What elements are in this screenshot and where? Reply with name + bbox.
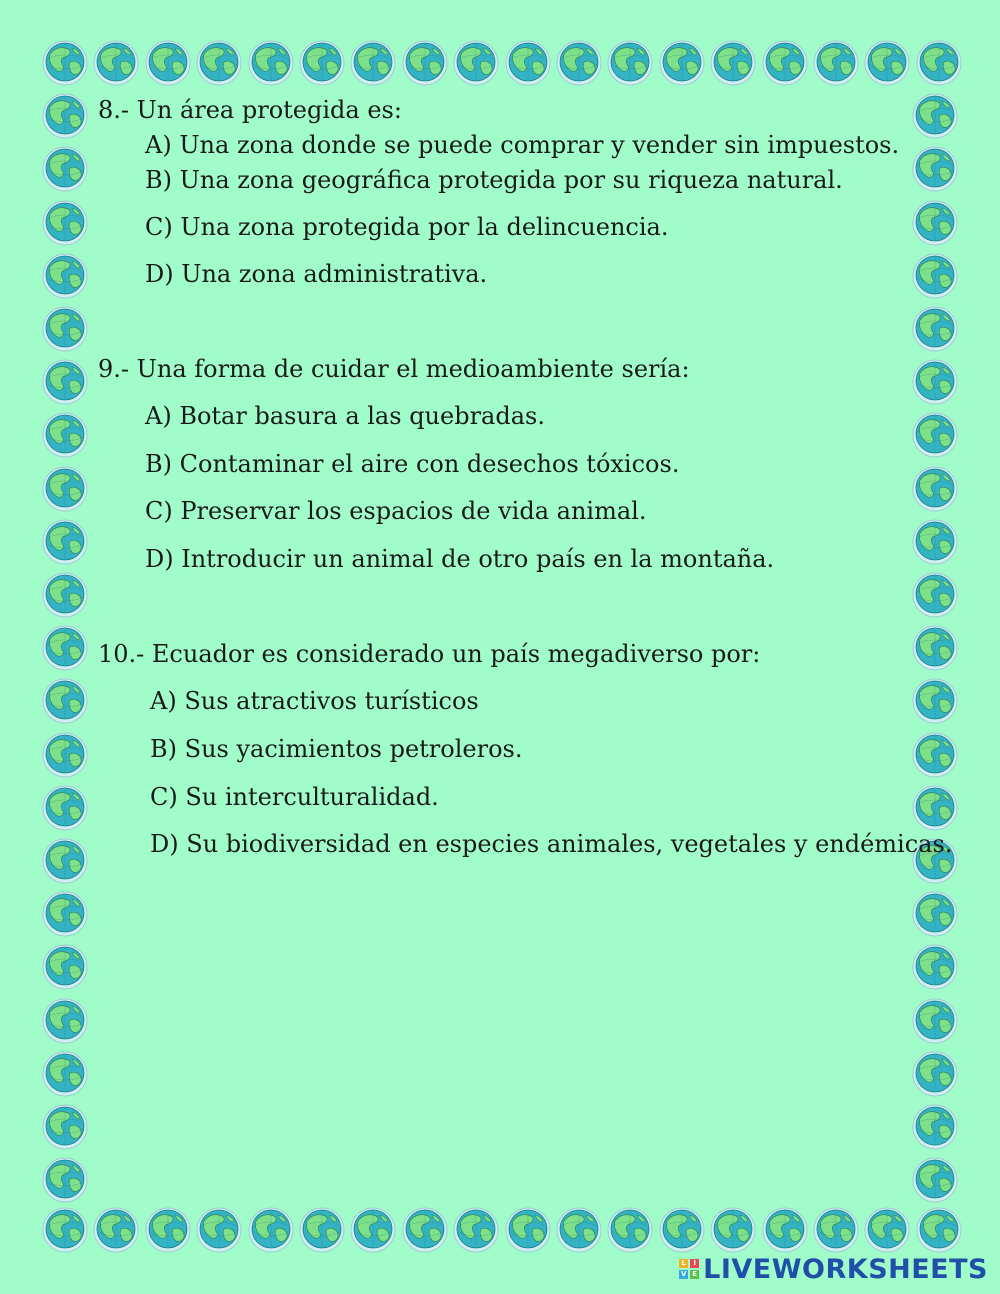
- earth-globe-icon: [42, 93, 88, 139]
- earth-globe-icon: [813, 40, 859, 86]
- earth-globe-icon: [659, 40, 705, 86]
- earth-globe-icon: [42, 40, 88, 86]
- earth-globe-icon: [813, 1207, 859, 1253]
- earth-globe-icon: [350, 1207, 396, 1253]
- earth-globe-icon: [350, 40, 396, 86]
- earth-globe-icon: [42, 1157, 88, 1203]
- earth-globe-icon: [762, 1207, 808, 1253]
- earth-globe-icon: [659, 1207, 705, 1253]
- earth-globe-icon: [42, 359, 88, 405]
- earth-globe-icon: [912, 732, 958, 778]
- question-9-option-d[interactable]: D) Introducir un animal de otro país en la montaña.: [145, 545, 775, 573]
- earth-globe-icon: [912, 412, 958, 458]
- logo-blocks-icon: [679, 1259, 699, 1279]
- earth-globe-icon: [762, 40, 808, 86]
- earth-globe-icon: [912, 253, 958, 299]
- earth-globe-icon: [93, 1207, 139, 1253]
- earth-globe-icon: [912, 200, 958, 246]
- earth-globe-icon: [42, 838, 88, 884]
- earth-globe-icon: [864, 40, 910, 86]
- earth-globe-icon: [145, 40, 191, 86]
- earth-globe-icon: [42, 253, 88, 299]
- earth-globe-icon: [916, 1207, 962, 1253]
- earth-globe-icon: [145, 1207, 191, 1253]
- earth-globe-icon: [912, 998, 958, 1044]
- question-8-option-a[interactable]: A) Una zona donde se puede comprar y vender sin impuestos.: [145, 131, 900, 159]
- question-9-option-c[interactable]: C) Preservar los espacios de vida animal.: [145, 497, 647, 525]
- earth-globe-icon: [912, 146, 958, 192]
- earth-globe-icon: [42, 1207, 88, 1253]
- earth-globe-icon: [42, 1051, 88, 1097]
- earth-globe-icon: [196, 1207, 242, 1253]
- earth-globe-icon: [453, 40, 499, 86]
- earth-globe-icon: [42, 785, 88, 831]
- earth-globe-icon: [556, 40, 602, 86]
- earth-globe-icon: [402, 1207, 448, 1253]
- earth-globe-icon: [607, 40, 653, 86]
- earth-globe-icon: [42, 572, 88, 618]
- earth-globe-icon: [912, 625, 958, 671]
- earth-globe-icon: [42, 625, 88, 671]
- earth-globe-icon: [42, 944, 88, 990]
- earth-globe-icon: [42, 306, 88, 352]
- earth-globe-icon: [912, 1051, 958, 1097]
- logo-block-i: I: [690, 1259, 699, 1268]
- earth-globe-icon: [248, 1207, 294, 1253]
- logo-block-v: V: [680, 1270, 687, 1278]
- earth-globe-icon: [248, 40, 294, 86]
- earth-globe-icon: [916, 40, 962, 86]
- earth-globe-icon: [42, 1104, 88, 1150]
- earth-globe-icon: [710, 1207, 756, 1253]
- earth-globe-icon: [299, 1207, 345, 1253]
- question-10-option-d[interactable]: D) Su biodiversidad en especies animales, vegetales y endémicas.: [150, 830, 953, 858]
- earth-globe-icon: [912, 678, 958, 724]
- earth-globe-icon: [912, 891, 958, 937]
- earth-globe-icon: [42, 732, 88, 778]
- earth-globe-icon: [42, 466, 88, 512]
- logo-block-l: L: [679, 1259, 688, 1268]
- earth-globe-icon: [912, 1104, 958, 1150]
- earth-globe-icon: [196, 40, 242, 86]
- question-8-option-b[interactable]: B) Una zona geográfica protegida por su riqueza natural.: [145, 166, 843, 194]
- earth-globe-icon: [710, 40, 756, 86]
- logo-text: LIVEWORKSHEETS: [703, 1253, 988, 1285]
- question-8-option-c[interactable]: C) Una zona protegida por la delincuencia.: [145, 213, 669, 241]
- question-10-option-c[interactable]: C) Su interculturalidad.: [150, 783, 439, 811]
- earth-globe-icon: [42, 200, 88, 246]
- question-10-option-b[interactable]: B) Sus yacimientos petroleros.: [150, 735, 523, 763]
- earth-globe-icon: [299, 40, 345, 86]
- question-10: 10.- Ecuador es considerado un país megadiverso por:: [98, 640, 761, 668]
- earth-globe-icon: [912, 93, 958, 139]
- earth-globe-icon: [912, 572, 958, 618]
- earth-globe-icon: [93, 40, 139, 86]
- earth-globe-icon: [42, 998, 88, 1044]
- earth-globe-icon: [42, 891, 88, 937]
- earth-globe-icon: [556, 1207, 602, 1253]
- earth-globe-icon: [912, 466, 958, 512]
- earth-globe-icon: [453, 1207, 499, 1253]
- earth-globe-icon: [505, 1207, 551, 1253]
- earth-globe-icon: [42, 146, 88, 192]
- question-9: 9.- Una forma de cuidar el medioambiente sería:: [98, 355, 690, 383]
- earth-globe-icon: [912, 306, 958, 352]
- question-9-option-a[interactable]: A) Botar basura a las quebradas.: [145, 402, 545, 430]
- question-10-option-a[interactable]: A) Sus atractivos turísticos: [150, 687, 479, 715]
- earth-globe-icon: [912, 944, 958, 990]
- liveworksheets-logo: [679, 1252, 988, 1286]
- earth-globe-icon: [42, 678, 88, 724]
- logo-block-e: E: [690, 1270, 699, 1279]
- earth-globe-icon: [912, 519, 958, 565]
- earth-globe-icon: [607, 1207, 653, 1253]
- earth-globe-icon: [864, 1207, 910, 1253]
- earth-globe-icon: [912, 359, 958, 405]
- earth-globe-icon: [912, 1157, 958, 1203]
- earth-globe-icon: [505, 40, 551, 86]
- earth-globe-icon: [42, 519, 88, 565]
- earth-globe-icon: [42, 412, 88, 458]
- earth-globe-icon: [402, 40, 448, 86]
- earth-globe-icon: [912, 785, 958, 831]
- question-8-option-d[interactable]: D) Una zona administrativa.: [145, 260, 488, 288]
- question-9-option-b[interactable]: B) Contaminar el aire con desechos tóxicos.: [145, 450, 680, 478]
- question-8: 8.- Un área protegida es:: [98, 96, 402, 124]
